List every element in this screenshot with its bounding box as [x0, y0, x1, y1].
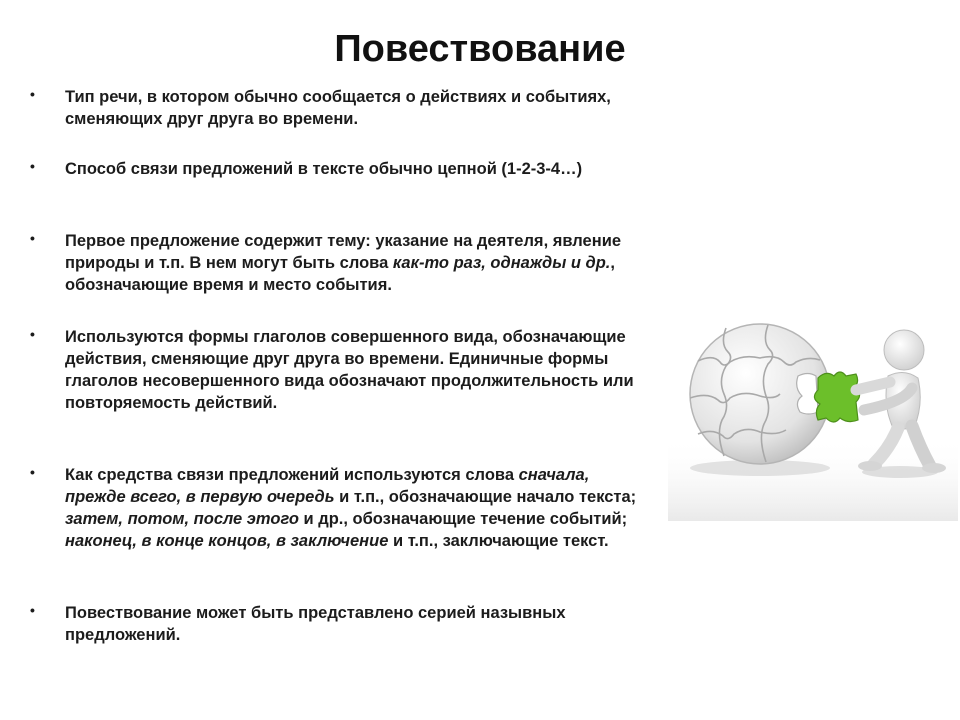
bullet-text-segment: и т.п., заключающие текст.: [388, 532, 609, 550]
bullet-text-segment: Используются формы глаголов совершенного вида, обозначающие действия, сменяющие друг друга во времени. Единичные формы глаголов несовершенного вида обозначают продолжительность или повторяемость действий.: [65, 328, 634, 412]
bullet-item: [30, 86, 650, 130]
italic-example-words: как-то раз, однажды и др.: [392, 254, 611, 272]
slide-title: Повествование: [334, 28, 626, 70]
bullet-text: [65, 464, 650, 552]
bullet-item: [30, 158, 650, 180]
bullet-marker: •: [30, 602, 35, 618]
bullet-text-segment: Тип речи, в котором обычно сообщается о действиях и событиях, сменяющих друг друга во времени.: [65, 88, 611, 128]
bullet-item: [30, 326, 650, 414]
bullet-marker: •: [30, 86, 35, 102]
bullet-item: [30, 602, 650, 646]
puzzle-illustration-icon: [668, 316, 958, 521]
bullet-text: [65, 158, 650, 180]
bullet-text: [65, 230, 650, 296]
bullet-marker: •: [30, 230, 35, 246]
italic-example-words: наконец, в конце концов, в заключение: [65, 532, 389, 550]
bullet-text-segment: и др., обозначающие течение событий;: [298, 510, 628, 528]
bullet-item: [30, 464, 650, 552]
italic-example-words: затем, потом, после этого: [65, 510, 299, 528]
bullet-text-segment: Способ связи предложений в тексте обычно цепной (1-2-3-4…): [65, 160, 583, 178]
bullet-text-segment: , обозначающие время и место события.: [65, 254, 615, 294]
bullet-marker: •: [30, 464, 35, 480]
bullet-text-segment: Как средства связи предложений используются слова: [65, 466, 519, 484]
bullet-text: [65, 326, 650, 414]
bullet-item: [30, 230, 650, 296]
bullet-marker: •: [30, 326, 35, 342]
bullet-text-segment: и т.п., обозначающие начало текста;: [334, 488, 637, 506]
italic-example-words: сначала, прежде всего, в первую очередь: [65, 466, 590, 506]
bullet-text-segment: Повествование может быть представлено серией назывных предложений.: [65, 604, 566, 644]
bullet-text: [65, 602, 650, 646]
bullet-text: [65, 86, 650, 130]
bullet-marker: •: [30, 158, 35, 174]
bullet-text-segment: Первое предложение содержит тему: указание на деятеля, явление природы и т.п. В нем могут быть слова: [65, 232, 622, 272]
green-puzzle-piece: [814, 372, 859, 422]
